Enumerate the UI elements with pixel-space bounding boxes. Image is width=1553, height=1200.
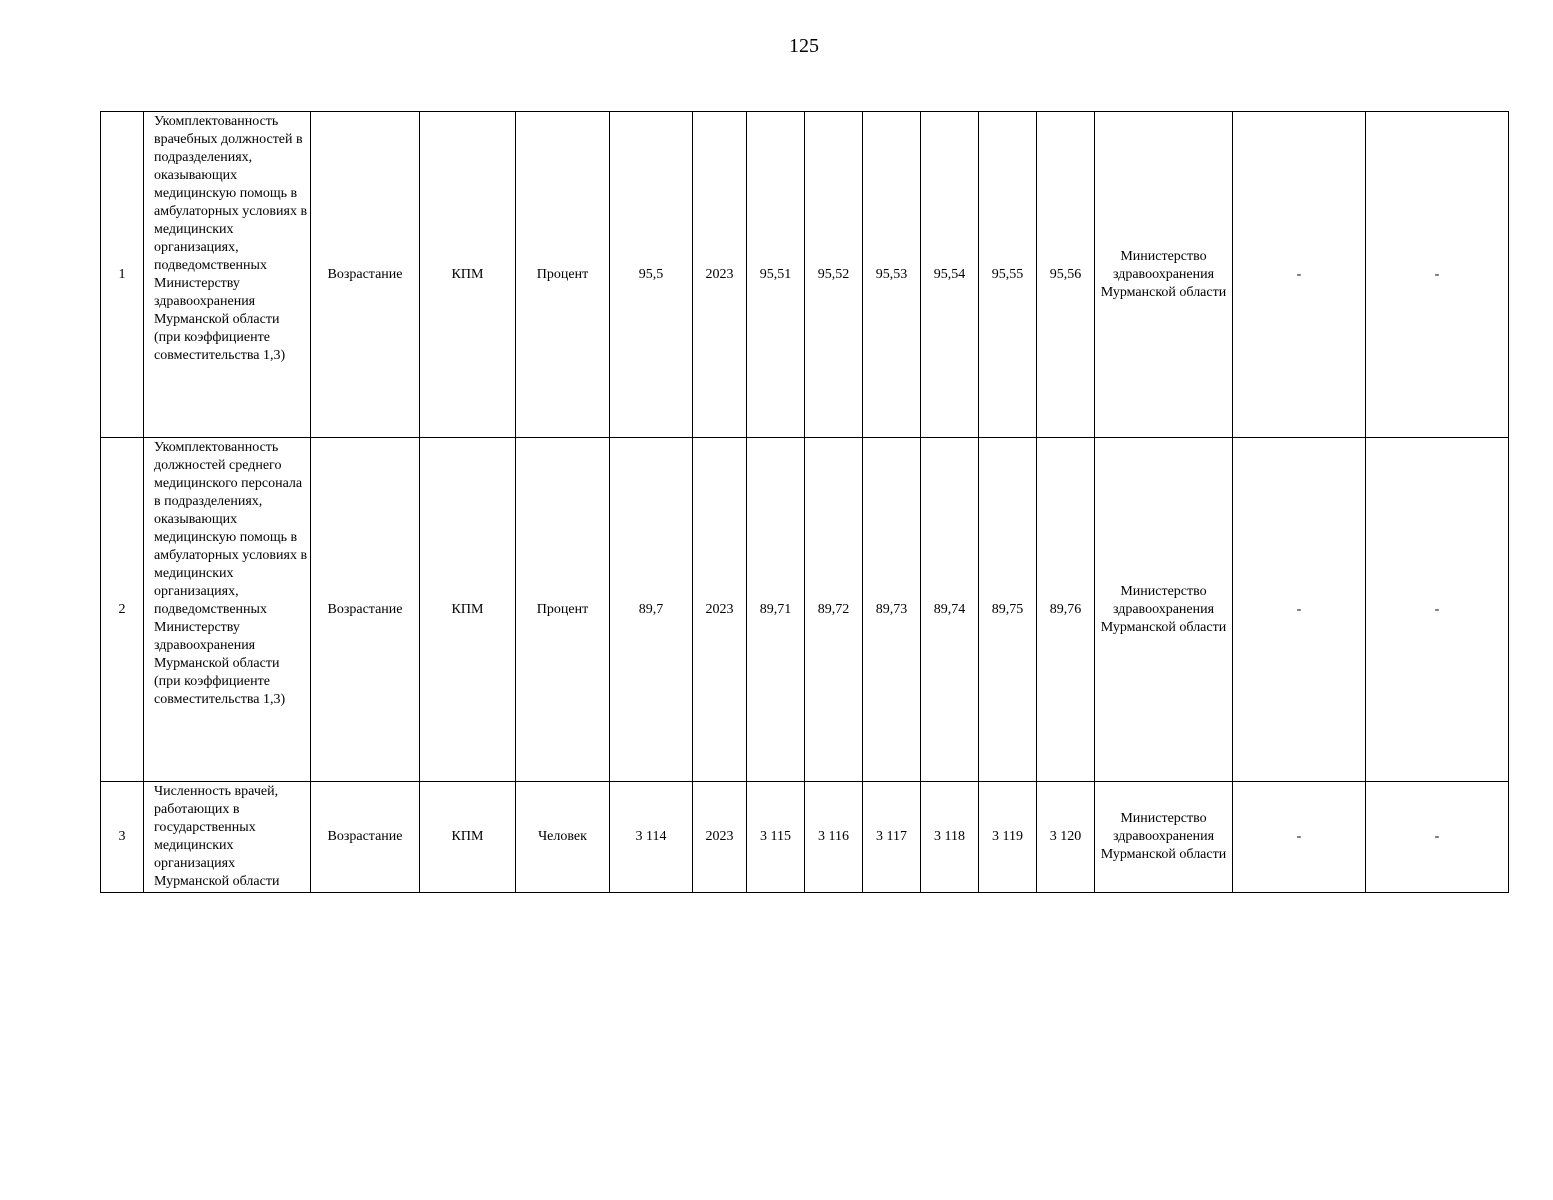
target-value: 95,52 <box>805 112 863 438</box>
base-value: 89,7 <box>610 438 693 782</box>
base-value: 3 114 <box>610 782 693 893</box>
table-row <box>101 782 1509 893</box>
responsible-body: Министерство здравоохранения Мурманской области <box>1095 782 1233 893</box>
base-value: 95,5 <box>610 112 693 438</box>
extra-cell-2: - <box>1366 782 1509 893</box>
extra-cell-1: - <box>1233 112 1366 438</box>
indicator-unit: Процент <box>516 112 610 438</box>
indicator-name: Укомплектованность врачебных должностей в подразделениях, оказывающих медицинскую помощь в амбулаторных условиях в медицинских организациях, подведомственных Министерству здравоохранения Мурманской области (при коэффициенте совместительства 1,3) <box>144 112 311 438</box>
target-value: 89,73 <box>863 438 921 782</box>
target-value: 95,54 <box>921 112 979 438</box>
base-year: 2023 <box>693 112 747 438</box>
row-number: 1 <box>101 112 144 438</box>
indicator-trend: Возрастание <box>311 438 420 782</box>
row-number: 2 <box>101 438 144 782</box>
extra-cell-2: - <box>1366 112 1509 438</box>
indicators-table <box>100 111 1509 893</box>
indicator-level: КПМ <box>420 782 516 893</box>
target-value: 95,56 <box>1037 112 1095 438</box>
indicator-trend: Возрастание <box>311 112 420 438</box>
target-value: 3 120 <box>1037 782 1095 893</box>
extra-cell-1: - <box>1233 782 1366 893</box>
indicator-trend: Возрастание <box>311 782 420 893</box>
target-value: 89,72 <box>805 438 863 782</box>
indicator-name: Численность врачей, работающих в государственных медицинских организациях Мурманской области <box>144 782 311 893</box>
table-row <box>101 112 1509 438</box>
target-value: 89,76 <box>1037 438 1095 782</box>
target-value: 3 116 <box>805 782 863 893</box>
indicator-unit: Человек <box>516 782 610 893</box>
indicator-name: Укомплектованность должностей среднего медицинского персонала в подразделениях, оказывающих медицинскую помощь в амбулаторных условиях в медицинских организациях, подведомственных Министерству здравоохранения Мурманской области (при коэффициенте совместительства 1,3) <box>144 438 311 782</box>
indicator-unit: Процент <box>516 438 610 782</box>
target-value: 89,71 <box>747 438 805 782</box>
target-value: 89,75 <box>979 438 1037 782</box>
extra-cell-2: - <box>1366 438 1509 782</box>
row-number: 3 <box>101 782 144 893</box>
target-value: 89,74 <box>921 438 979 782</box>
page-number: 125 <box>789 35 819 57</box>
target-value: 95,51 <box>747 112 805 438</box>
table-row <box>101 438 1509 782</box>
base-year: 2023 <box>693 782 747 893</box>
target-value: 95,55 <box>979 112 1037 438</box>
target-value: 95,53 <box>863 112 921 438</box>
target-value: 3 115 <box>747 782 805 893</box>
base-year: 2023 <box>693 438 747 782</box>
responsible-body: Министерство здравоохранения Мурманской области <box>1095 112 1233 438</box>
extra-cell-1: - <box>1233 438 1366 782</box>
target-value: 3 118 <box>921 782 979 893</box>
target-value: 3 117 <box>863 782 921 893</box>
responsible-body: Министерство здравоохранения Мурманской области <box>1095 438 1233 782</box>
target-value: 3 119 <box>979 782 1037 893</box>
indicator-level: КПМ <box>420 112 516 438</box>
indicator-level: КПМ <box>420 438 516 782</box>
